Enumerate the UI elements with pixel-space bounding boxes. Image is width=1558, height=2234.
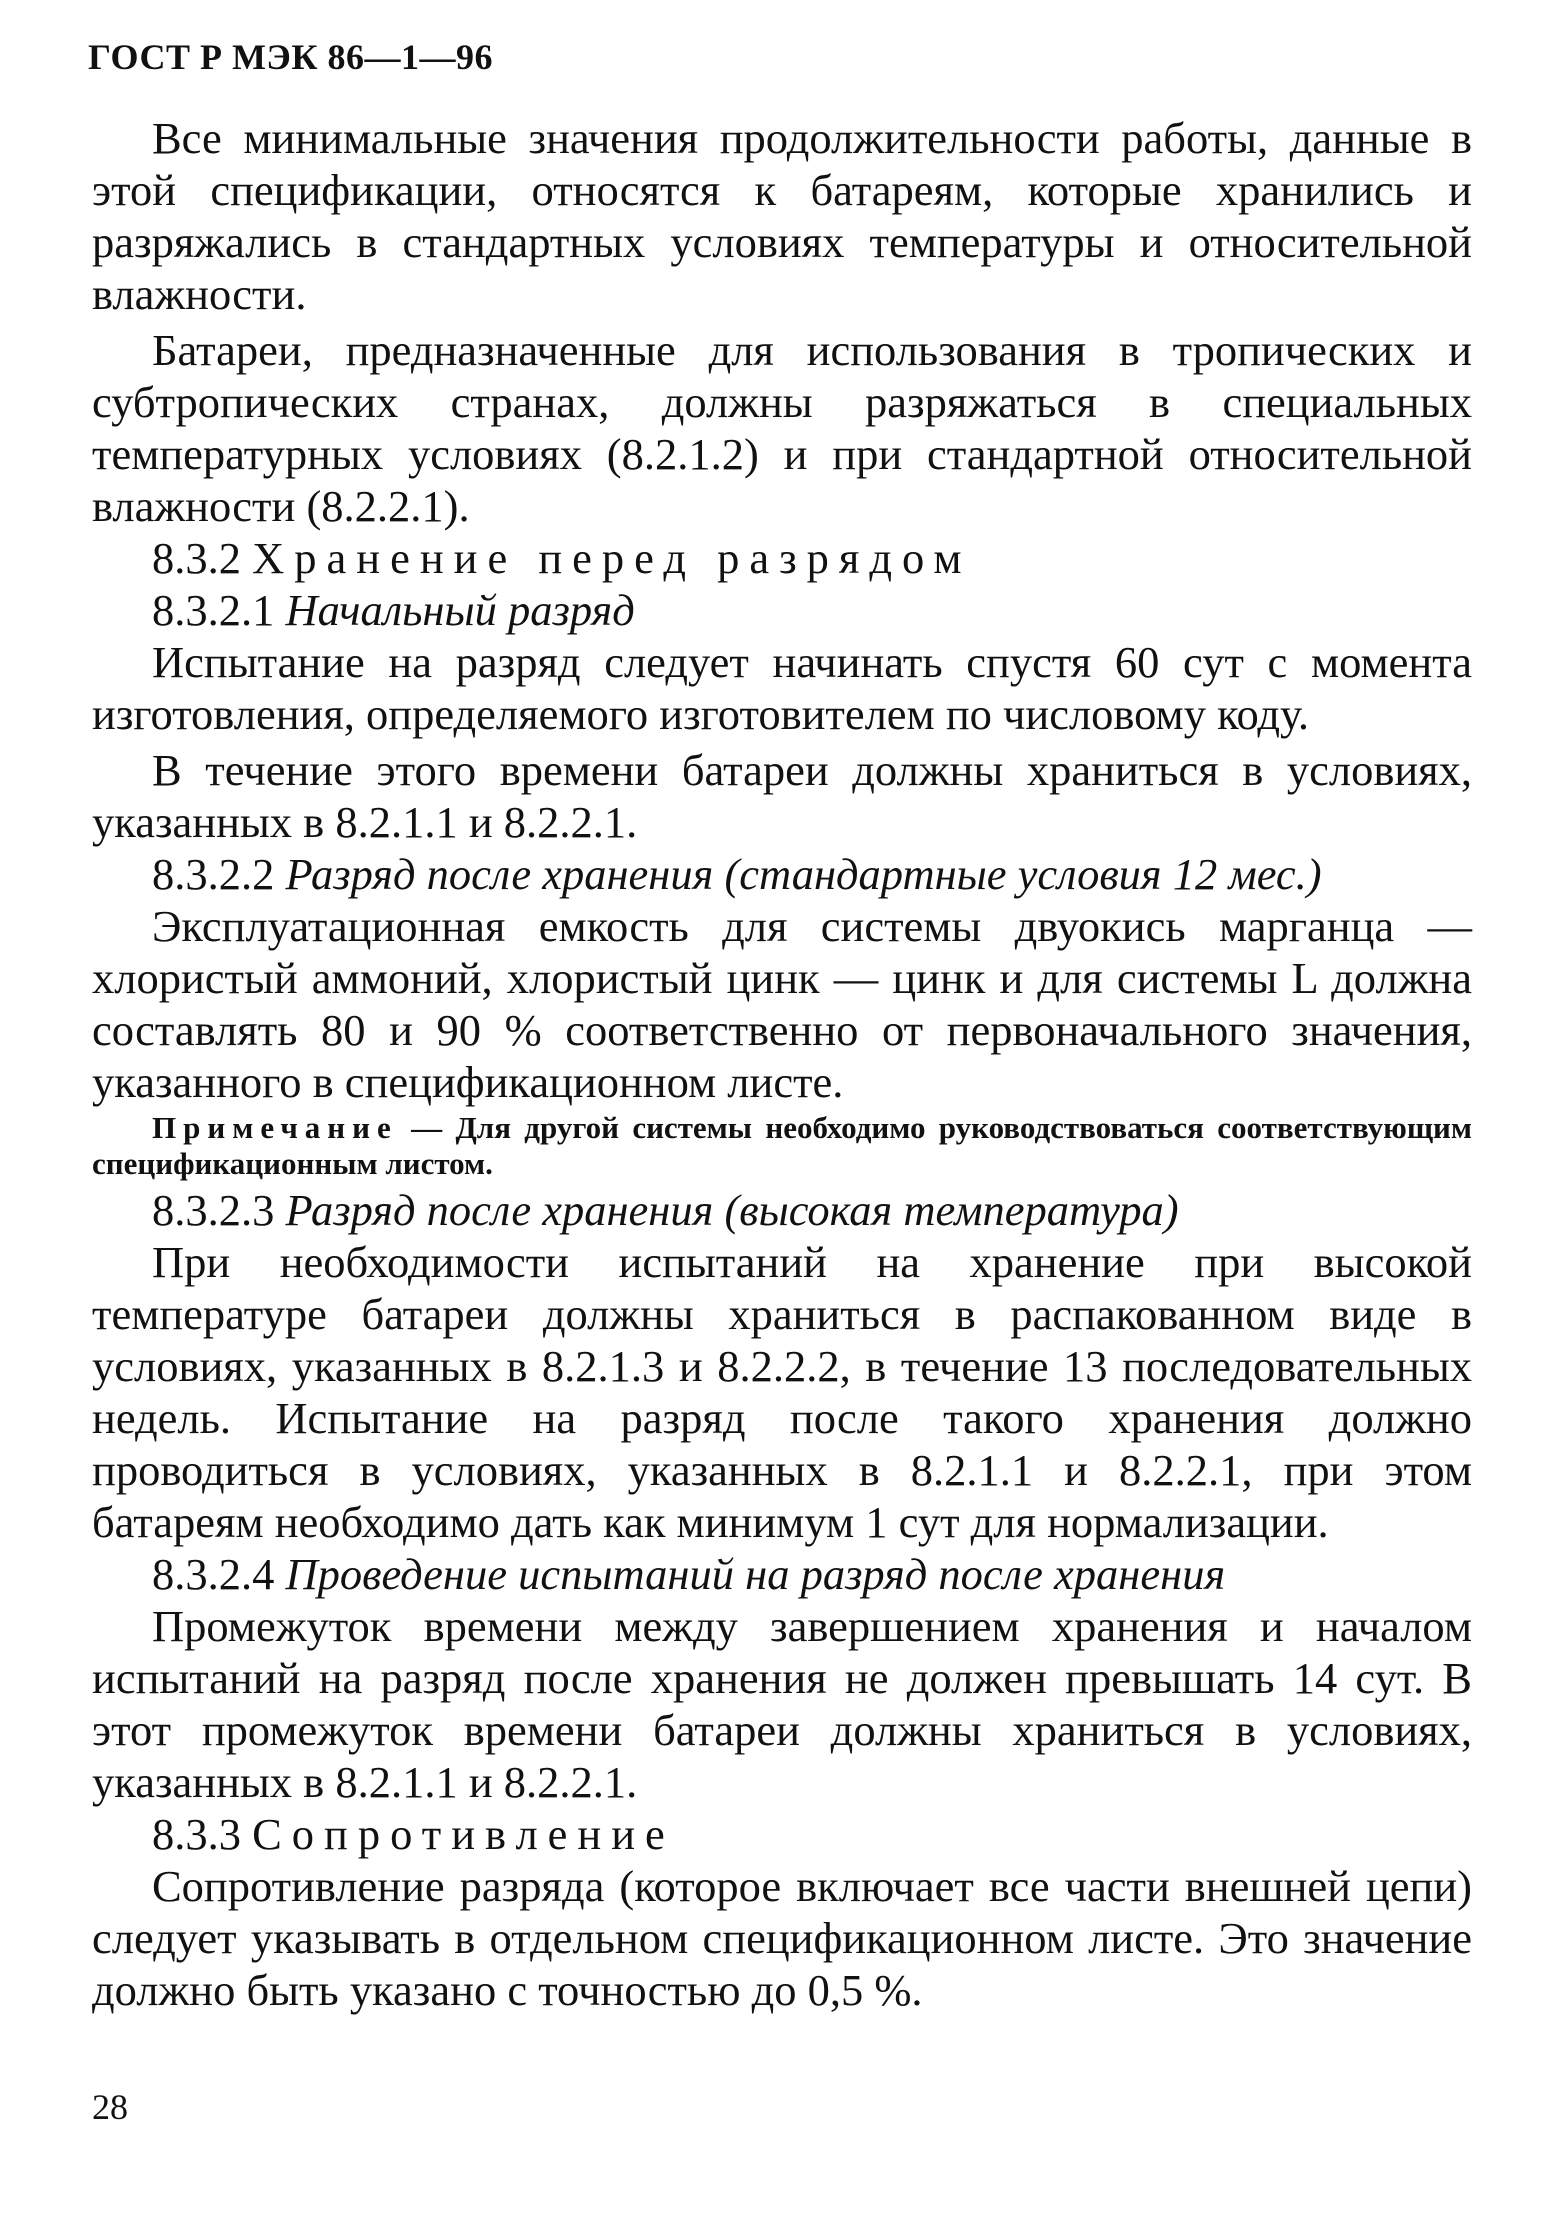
note <box>92 1110 1472 1182</box>
section-heading-8-3-2-4 <box>92 1548 1472 1600</box>
note-text: — Для другой системы необходимо руководствоваться соответствующим спецификационным листом. <box>92 1110 1472 1181</box>
section-number: 8.3.2.4 <box>152 1549 275 1599</box>
section-title: Начальный разряд <box>285 585 635 635</box>
section-heading-8-3-3 <box>92 1808 1472 1860</box>
section-heading-8-3-2-3 <box>92 1184 1472 1236</box>
section-title: Проведение испытаний на разряд после хранения <box>285 1549 1226 1599</box>
section-number: 8.3.2 <box>152 533 241 583</box>
paragraph: При необходимости испытаний на хранение при высокой температуре батареи должны храниться в распакованном виде в условиях, указанных в 8.2.1.3 и 8.2.2.2, в течение 13 последовательных недель. Испытание на разряд после такого хранения должно проводиться в условиях, указанных в 8.2.1.1 и 8.2.2.1, при этом батареям необходимо дать как минимум 1 сут для нормализации. <box>92 1237 1472 1547</box>
section-heading-8-3-2-1 <box>92 584 1472 636</box>
note-label: Примечание <box>152 1110 398 1145</box>
paragraph: Испытание на разряд следует начинать спустя 60 сут с момента изготовления, определяемого изготовителем по числовому коду. <box>92 637 1472 739</box>
paragraph: Сопротивление разряда (которое включает все части внешней цепи) следует указывать в отдельном спецификационном листе. Это значение должно быть указано с точностью до 0,5 %. <box>92 1861 1472 2015</box>
section-number: 8.3.2.2 <box>152 849 275 899</box>
paragraph: В течение этого времени батареи должны храниться в условиях, указанных в 8.2.1.1 и 8.2.2.1. <box>92 745 1472 847</box>
section-title: Хранение перед разрядом <box>252 533 972 583</box>
section-heading-8-3-2 <box>92 532 1472 584</box>
document-header: ГОСТ Р МЭК 86—1—96 <box>88 37 493 77</box>
page-number: 28 <box>92 2087 128 2127</box>
section-number: 8.3.2.1 <box>152 585 275 635</box>
document-body <box>92 112 1472 2016</box>
paragraph: Батареи, предназначенные для использования в тропических и субтропических странах, должны разряжаться в специальных температурных условиях (8.2.1.2) и при стандартной относительной влажности (8.2.2.1). <box>92 325 1472 531</box>
section-title: Сопротивление <box>252 1809 675 1859</box>
section-heading-8-3-2-2 <box>92 848 1472 900</box>
paragraph: Все минимальные значения продолжительности работы, данные в этой спецификации, относятся к батареям, которые хранились и разряжались в стандартных условиях температуры и относительной влажности. <box>92 113 1472 319</box>
paragraph: Эксплуатационная емкость для системы двуокись марганца — хлористый аммоний, хлористый цинк — цинк и для системы L должна составлять 80 и 90 % соответственно от первоначального значения, указанного в спецификационном листе. <box>92 901 1472 1107</box>
section-number: 8.3.2.3 <box>152 1185 275 1235</box>
paragraph: Промежуток времени между завершением хранения и началом испытаний на разряд после хранения не должен превышать 14 сут. В этот промежуток времени батареи должны храниться в условиях, указанных в 8.2.1.1 и 8.2.2.1. <box>92 1601 1472 1807</box>
section-title: Разряд после хранения (высокая температура) <box>285 1185 1179 1235</box>
section-title: Разряд после хранения (стандартные условия 12 мес.) <box>285 849 1322 899</box>
section-number: 8.3.3 <box>152 1809 241 1859</box>
